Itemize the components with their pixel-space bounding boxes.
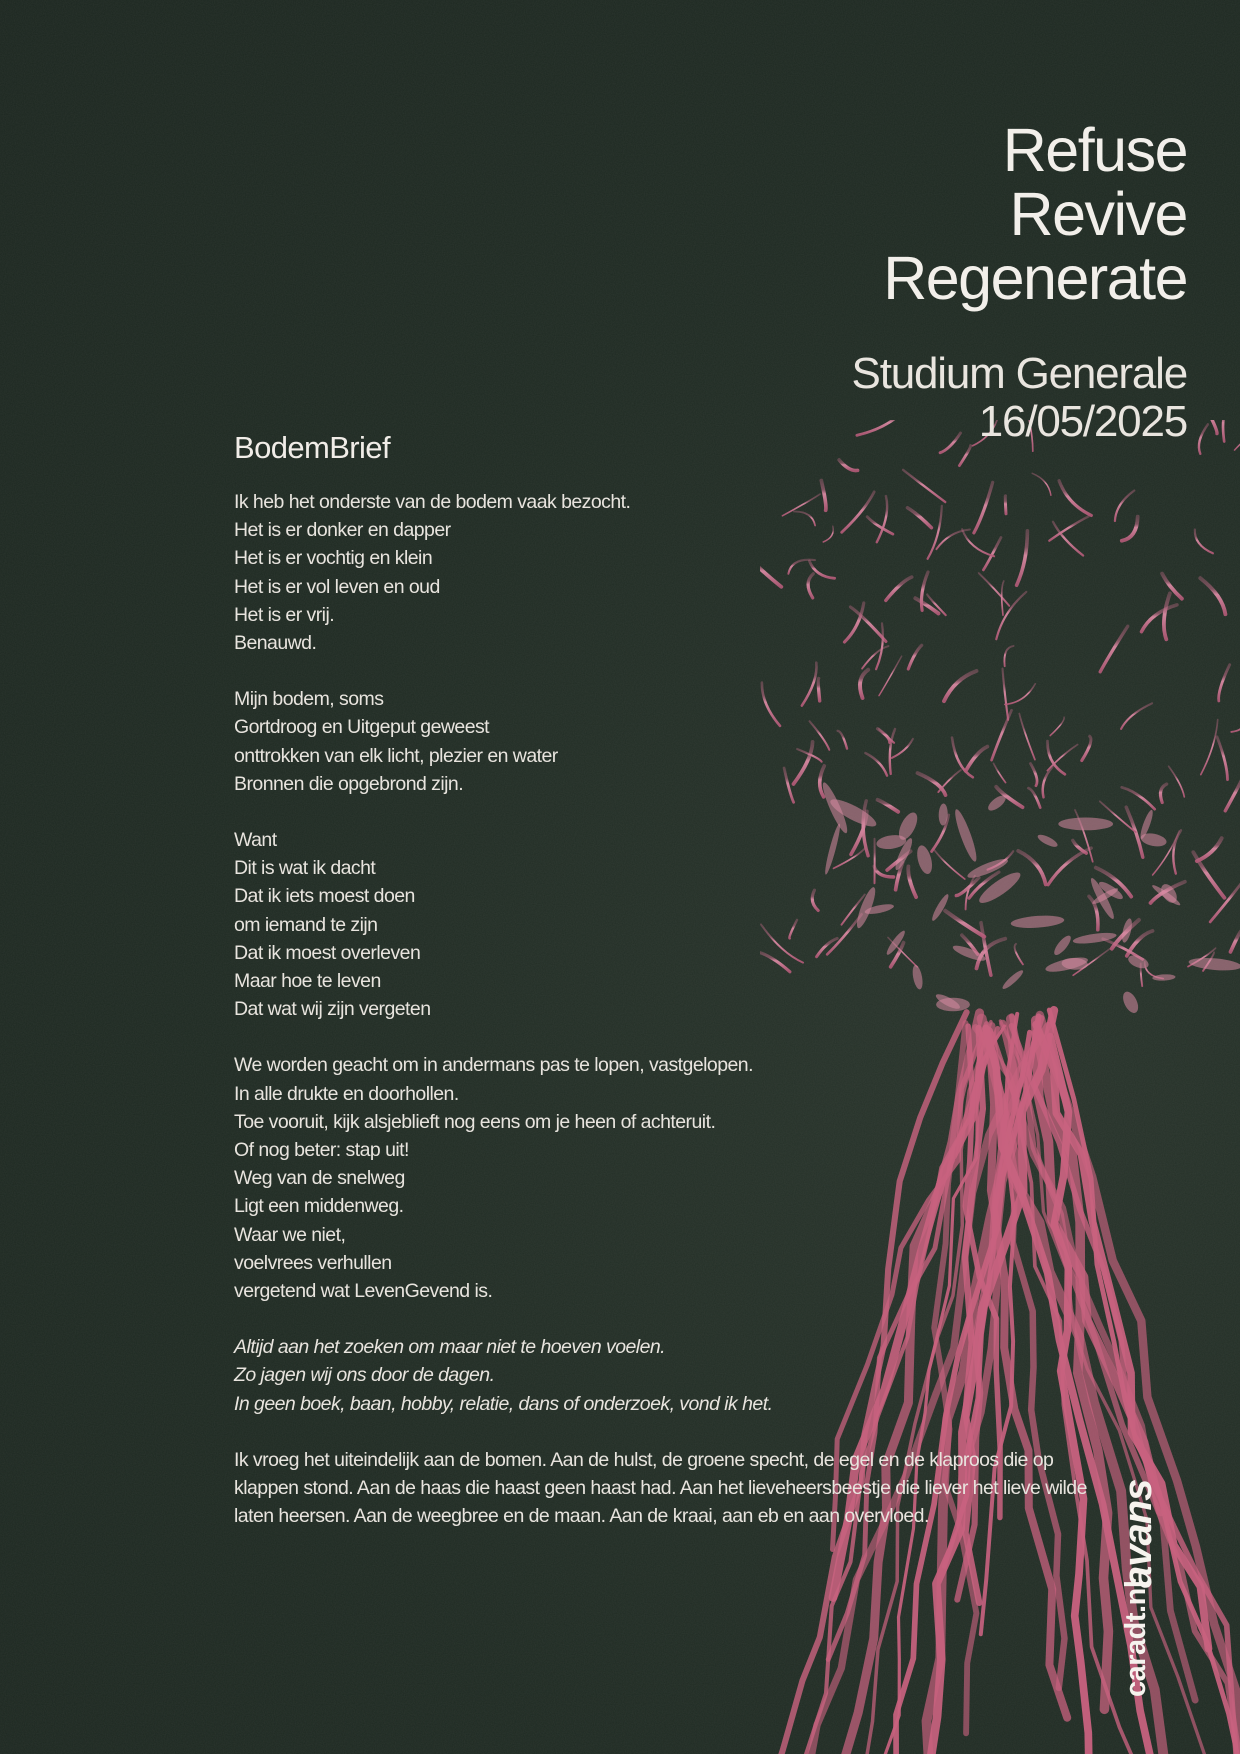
foliage-sprig (1122, 517, 1138, 541)
title-line-regenerate: Regenerate (883, 244, 1187, 312)
foliage-sprig (1199, 424, 1208, 454)
poem-line: Ligt een middenweg. (234, 1195, 404, 1218)
event-header (852, 118, 1187, 446)
poem-line: Altijd aan het zoeken om maar niet te hoeven voelen. (234, 1336, 666, 1359)
closing-paragraph: Ik vroeg het uiteindelijk aan de bomen. Aan de hulst, de groene specht, de egel en de klaproos die op klappen stond. Aan de haas die haast geen haast had. Aan het lieveheersbeestje die liever het lieve wilde laten heersen. Aan de weegbree en de maan. Aan de kraai, aan eb en aan overvloed. (234, 1448, 1087, 1528)
poem-line: vergetend wat LevenGevend is. (234, 1280, 493, 1303)
foliage-sprig (1231, 719, 1240, 732)
poem-line: Dat wat wij zijn vergeten (234, 998, 431, 1021)
poem-line: Weg van de snelweg (234, 1167, 405, 1190)
poem-line: Mijn bodem, soms (234, 688, 384, 711)
foliage-sprig (1197, 838, 1222, 861)
poem-line: Waar we niet, (234, 1223, 346, 1246)
poem-line: In alle drukte en doorhollen. (234, 1082, 459, 1105)
foliage-leaf (1120, 918, 1134, 944)
foliage-sprig (1219, 665, 1230, 701)
poem-line: Zo jagen wij ons door de dagen. (234, 1364, 495, 1387)
foliage-leaf (1188, 956, 1240, 972)
poem-line: In geen boek, baan, hobby, relatie, dans of onderzoek, vond ik het. (234, 1392, 773, 1415)
poem-line: Toe vooruit, kijk alsjeblieft nog eens om je heen of achteruit. (234, 1110, 716, 1133)
caradt-logo: caradt.nl (1120, 1580, 1152, 1697)
event-date: 16/05/2025 (978, 397, 1187, 446)
avans-logo: avans (1116, 1479, 1160, 1588)
stanza-3 (234, 826, 1094, 1023)
foliage-leaf (1120, 989, 1141, 1015)
poem-line: Het is er vol leven en oud (234, 575, 440, 598)
poem-line: Het is er donker en dapper (234, 519, 451, 542)
foliage-sprig (1100, 626, 1128, 672)
title-line-revive: Revive (1009, 180, 1187, 248)
foliage-sprig (1195, 530, 1213, 554)
poem-line: Of nog beter: stap uit! (234, 1139, 409, 1162)
foliage-sprig (1235, 429, 1240, 450)
foliage-sprig (1217, 737, 1228, 780)
foliage-sprig (1115, 491, 1134, 522)
foliage-leaf (1152, 974, 1175, 981)
poem-line: onttrokken van elk licht, plezier en water (234, 744, 558, 767)
letter-body (234, 430, 1094, 1531)
poem-line: Het is er vrij. (234, 603, 335, 626)
poem-line: Ik heb het onderste van de bodem vaak bezocht. (234, 491, 631, 513)
title-line-refuse: Refuse (1002, 116, 1187, 184)
poem-line: We worden geacht om in andermans pas te lopen, vastgelopen. (234, 1054, 753, 1077)
stanza-4 (234, 1051, 1094, 1305)
foliage-sprig (1225, 778, 1240, 811)
poem-line: Dit is wat ik dacht (234, 857, 376, 880)
stanza-1 (234, 488, 1094, 657)
foliage-sprig (1200, 578, 1225, 614)
foliage-sprig (1162, 574, 1182, 599)
event-name: Studium Generale (851, 349, 1187, 398)
poem-line: Het is er vochtig en klein (234, 547, 433, 570)
letter-title: BodemBrief (234, 430, 390, 465)
foliage-sprig (1169, 766, 1185, 797)
foliage-sprig (1223, 420, 1227, 442)
foliage-sprig (1121, 703, 1152, 729)
stanza-italic (234, 1333, 1094, 1418)
foliage-sprig (1142, 605, 1178, 632)
poem-line: om iemand te zijn (234, 913, 378, 936)
foliage-sprig (1231, 932, 1240, 952)
stanza-2 (234, 685, 1094, 798)
poem-line: Benauwd. (234, 632, 317, 655)
poem-line: Want (234, 829, 277, 852)
poem-line: Gortdroog en Uitgeput geweest (234, 716, 490, 739)
poem-line: Maar hoe te leven (234, 970, 381, 993)
poem-line: Dat ik moest overleven (234, 941, 421, 964)
foliage-sprig (1164, 593, 1170, 639)
foliage-sprig (1160, 784, 1166, 803)
poem-line: Bronnen die opgebrond zijn. (234, 772, 464, 795)
poem-line: voelvrees verhullen (234, 1251, 392, 1274)
sponsor-logos (1116, 1472, 1176, 1697)
foliage-sprig (1201, 720, 1218, 775)
poem-line: Dat ik iets moest doen (234, 885, 415, 908)
